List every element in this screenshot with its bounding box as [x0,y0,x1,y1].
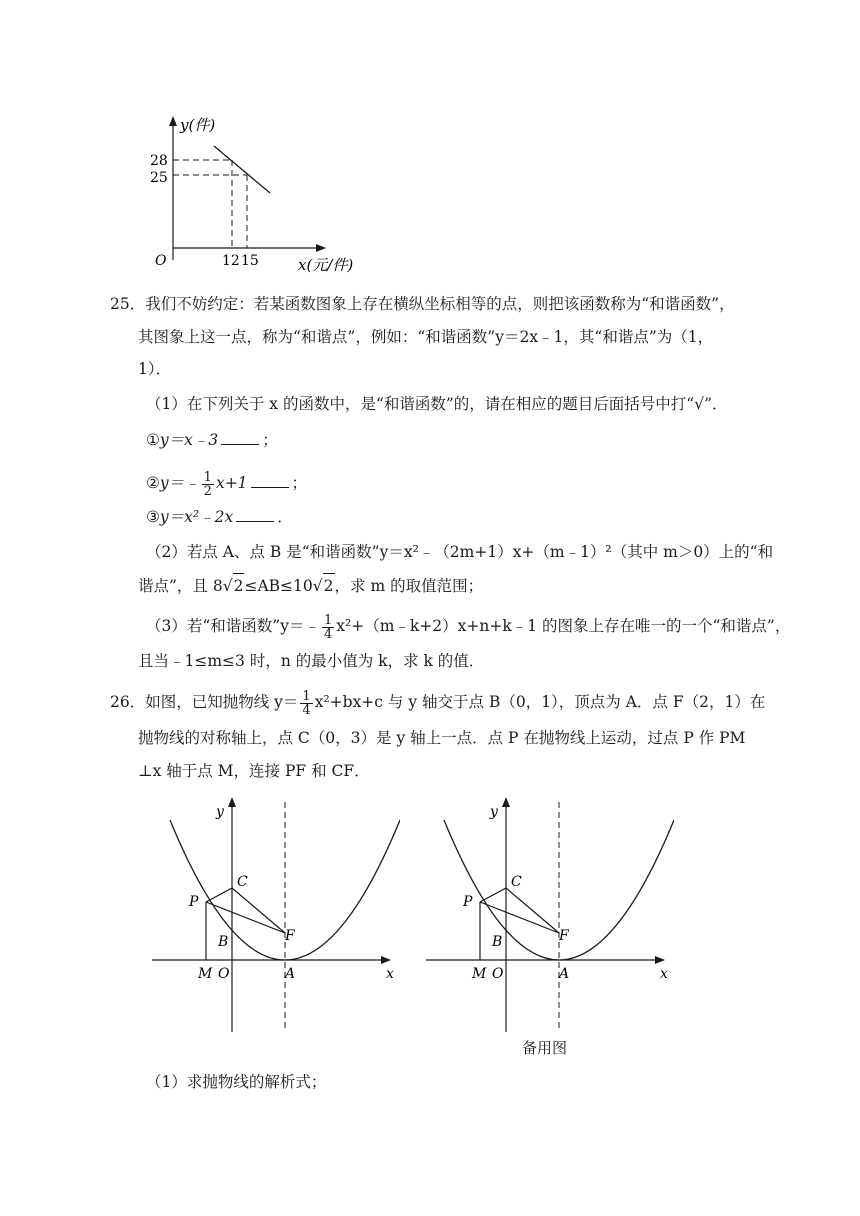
label-x-b: x [660,966,668,982]
y-tick-25: 25 [150,170,168,186]
label-a: A [285,966,296,982]
q26-number: 26． [110,693,146,711]
backup-figure-caption: 备用图 [522,1039,568,1057]
answer-blank-2[interactable] [251,473,289,488]
sqrt-two-b: 2 [323,573,335,598]
q25-item2: ②y＝﹣ $\frac{1}{2}$ x+1 ； [146,469,308,499]
x-tick-12: 12 [222,253,240,269]
y-tick-28: 28 [150,153,168,169]
q26-line3: ⊥x 轴于点 M，连接 PF 和 CF． [138,762,370,780]
q26-part1: （1）求抛物线的解析式； [146,1073,327,1091]
answer-blank-1[interactable] [221,430,259,445]
q25-part3-line2: 且当﹣1≤m≤3 时，n 的最小值为 k，求 k 的值． [138,652,485,670]
label-o: O [218,966,230,982]
label-c: C [237,874,248,890]
y-axis-label: y(件) [180,116,216,134]
parabola-figure-backup [424,792,674,1040]
label-p: P [189,894,199,910]
fraction-one-half: $\frac{1}{2}$ [203,469,212,499]
q25-item1: ①y＝x﹣3 ； [146,431,278,449]
label-c-b: C [511,874,522,890]
q25-part3-line1: （3）若“和谐函数”y＝﹣ $\frac{1}{4}$ x²+（m﹣k+2）x+n+k﹣1 的图象上存在唯一的一个“和谐点”， [146,612,791,642]
sqrt-two: 2 [233,573,245,598]
label-m-b: M [472,966,487,982]
q26-line2: 抛物线的对称轴上，点 C（0，3）是 y 轴上一点．点 P 在抛物线上运动，过点 P 作 PM [138,729,746,747]
label-y-b: y [490,804,498,820]
q25-part2-line1: （2）若点 A、点 B 是“和谐函数”y＝x²﹣（2m+1）x+（m﹣1）²（其中 m＞0）上的“和 [146,543,774,561]
q25-item3: ③y＝x²﹣2x ． [146,508,293,526]
answer-blank-3[interactable] [236,507,274,522]
label-f: F [285,928,295,944]
x-tick-15: 15 [241,253,259,269]
q25-number: 25． [110,295,146,313]
fraction-one-quarter: $\frac{1}{4}$ [323,612,333,642]
label-p-b: P [463,894,473,910]
label-a-b: A [559,966,570,982]
fraction-one-quarter-b: $\frac{1}{4}$ [302,688,311,718]
label-f-b: F [559,928,569,944]
label-b: B [218,934,229,950]
parabola-figure-main [150,792,400,1040]
label-b-b: B [492,934,503,950]
x-axis-label: x(元/件) [298,256,354,274]
label-o-b: O [492,966,504,982]
q25-line3: 1）． [138,360,172,378]
price-quantity-graph [140,110,380,280]
label-m: M [198,966,213,982]
label-x: x [386,966,394,982]
q25-line2: 其图象上这一点，称为“和谐点”，例如：“和谐函数”y＝2x﹣1，其“和谐点”为（1， [138,328,714,346]
label-y: y [216,804,224,820]
q25-line1: 25．我们不妨约定：若某函数图象上存在横纵坐标相等的点，则把该函数称为“和谐函数”， [110,295,735,313]
origin-label: O [155,253,167,269]
q25-part1: （1）在下列关于 x 的函数中，是“和谐函数”的，请在相应的题目后面括号中打“√”． [146,395,728,413]
q25-part2-line2: 谐点”，且 8√2≤AB≤10√2，求 m 的取值范围； [138,573,483,598]
q26-line1: 26．如图，已知抛物线 y＝ $\frac{1}{4}$ x²+bx+c 与 y 轴交于点 B（0，1），顶点为 A．点 F（2，1）在 [110,688,766,718]
